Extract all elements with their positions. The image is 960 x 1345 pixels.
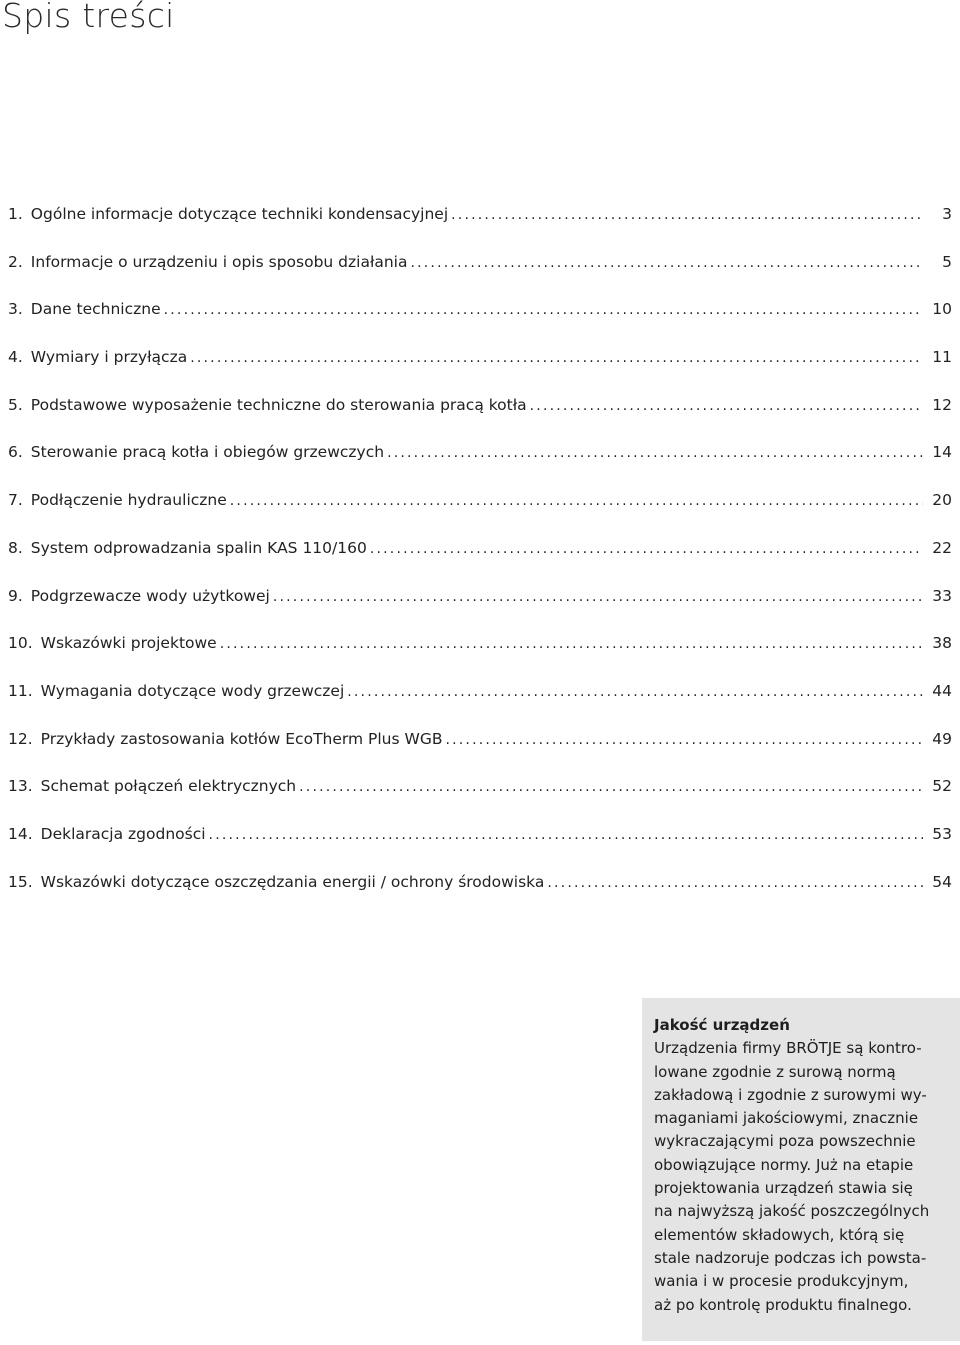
quality-box-line: maganiami jakościowymi, znacznie (654, 1109, 919, 1128)
toc-entry-title: Ogólne informacje dotyczące techniki kondensacyjnej (30, 205, 449, 223)
toc-entry-title: Wskazówki projektowe (40, 634, 217, 653)
quality-box-line: Urządzenia firmy BRÖTJE są kontro- (654, 1039, 922, 1058)
toc-entry-13[interactable] (8, 777, 952, 825)
dot-leader (370, 541, 923, 557)
toc-entry-page: 20 (932, 491, 952, 510)
dot-leader (220, 636, 923, 652)
toc-entry-number: 12. (8, 729, 33, 748)
toc-entry-title: Deklaracja zgodności (40, 824, 206, 843)
toc-entry-page: 22 (932, 538, 952, 557)
toc-entry-page: 14 (932, 443, 952, 462)
toc-entry-8[interactable] (8, 539, 952, 587)
toc-entry-number: 7. (8, 491, 23, 510)
quality-box-line: wykraczającymi poza powszechnie (654, 1132, 916, 1151)
toc-entry-page: 38 (932, 634, 952, 653)
toc-entry-11[interactable] (8, 682, 952, 730)
toc-entry-number: 8. (8, 538, 23, 557)
toc-entry-page: 12 (932, 395, 952, 414)
toc-entry-15[interactable] (8, 873, 952, 921)
page-title: Spis treści (2, 0, 175, 35)
toc-entry-number: 15. (8, 872, 33, 891)
toc-entry-2[interactable] (8, 253, 952, 301)
toc-entry-number: 11. (8, 681, 33, 700)
toc-entry-title: Wymagania dotyczące wody grzewczej (40, 681, 345, 700)
dot-leader (387, 445, 923, 461)
dot-leader (164, 302, 923, 318)
toc-entry-title: Podstawowe wyposażenie techniczne do sterowania pracą kotła (30, 395, 527, 414)
toc-entry-6[interactable] (8, 443, 952, 491)
toc-entry-page: 53 (932, 824, 952, 843)
toc-entry-title: Przykłady zastosowania kotłów EcoTherm Plus WGB (40, 729, 443, 748)
quality-info-box (642, 998, 960, 1341)
quality-box-line: elementów składowych, którą się (654, 1225, 905, 1244)
toc-entry-14[interactable] (8, 825, 952, 873)
toc-entry-5[interactable] (8, 396, 952, 444)
toc-entry-title: System odprowadzania spalin KAS 110/160 (30, 538, 367, 557)
toc-entry-page: 49 (932, 729, 952, 748)
dot-leader (445, 732, 923, 748)
dot-leader (410, 255, 923, 271)
toc-entry-1[interactable] (8, 205, 952, 253)
toc-entry-12[interactable] (8, 730, 952, 778)
dot-leader (209, 827, 923, 843)
toc-entry-3[interactable] (8, 300, 952, 348)
toc-entry-number: 1. (8, 205, 23, 223)
toc-entry-title: Sterowanie pracą kotła i obiegów grzewczych (30, 443, 385, 462)
toc-entry-page: 44 (932, 681, 952, 700)
quality-box-line: wania i w procesie produkcyjnym, (654, 1272, 909, 1291)
quality-box-line: stale nadzoruje podczas ich powsta- (654, 1248, 927, 1267)
toc-entry-title: Dane techniczne (30, 300, 161, 319)
toc-entry-page: 10 (932, 300, 952, 319)
quality-box-line: na najwyższą jakość poszczególnych (654, 1202, 930, 1221)
toc-entry-4[interactable] (8, 348, 952, 396)
toc-entry-page: 54 (932, 872, 952, 891)
quality-box-line: lowane zgodnie z surową normą (654, 1062, 896, 1081)
toc-entry-page: 11 (932, 348, 952, 367)
dot-leader (190, 350, 923, 366)
toc-entry-number: 13. (8, 777, 33, 796)
toc-entry-10[interactable] (8, 634, 952, 682)
toc-entry-number: 9. (8, 586, 23, 605)
dot-leader (347, 684, 923, 700)
toc-entry-title: Podłączenie hydrauliczne (30, 491, 227, 510)
dot-leader (530, 398, 923, 414)
toc-entry-number: 10. (8, 634, 33, 653)
toc-entry-title: Wskazówki dotyczące oszczędzania energii / ochrony środowiska (40, 872, 545, 891)
quality-box-line: obowiązujące normy. Już na etapie (654, 1155, 914, 1174)
dot-leader (299, 779, 923, 795)
toc-entry-page: 5 (942, 252, 952, 271)
toc-entry-number: 5. (8, 395, 23, 414)
toc-entry-title: Wymiary i przyłącza (30, 348, 188, 367)
toc-entry-9[interactable] (8, 587, 952, 635)
toc-entry-title: Podgrzewacze wody użytkowej (30, 586, 270, 605)
toc-entry-7[interactable] (8, 491, 952, 539)
dot-leader (230, 493, 923, 509)
toc-entry-number: 14. (8, 824, 33, 843)
dot-leader (547, 875, 923, 891)
toc-entry-number: 6. (8, 443, 23, 462)
dot-leader (273, 589, 923, 605)
toc-entry-number: 4. (8, 348, 23, 367)
toc-entry-number: 2. (8, 252, 23, 271)
toc-entry-page: 3 (942, 205, 952, 223)
quality-box-heading: Jakość urządzeń (654, 1016, 790, 1034)
quality-box-line: projektowania urządzeń stawia się (654, 1179, 913, 1198)
toc-entry-title: Informacje o urządzeniu i opis sposobu działania (30, 252, 408, 271)
toc-entry-page: 33 (932, 586, 952, 605)
quality-box-line: zakładową i zgodnie z surowymi wy- (654, 1085, 927, 1104)
toc-entry-number: 3. (8, 300, 23, 319)
toc-entry-page: 52 (932, 777, 952, 796)
quality-box-line: aż po kontrolę produktu finalnego. (654, 1295, 912, 1314)
table-of-contents (8, 205, 952, 920)
toc-entry-title: Schemat połączeń elektrycznych (40, 777, 297, 796)
dot-leader (451, 207, 923, 223)
